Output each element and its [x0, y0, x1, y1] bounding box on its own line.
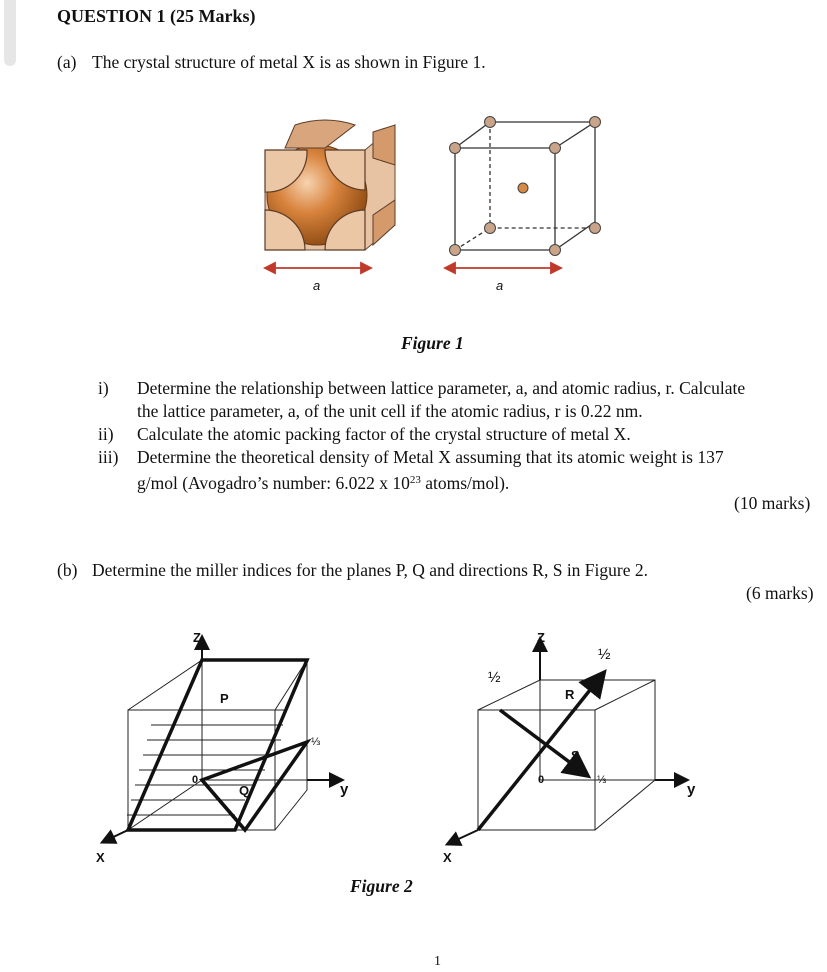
dim-label-right: a — [496, 278, 504, 293]
item-iii-line-2: g/mol (Avogadro’s number: 6.022 x $10^{23}$ atoms/mol). — [137, 473, 510, 493]
body-center-atom — [518, 183, 528, 193]
x-axis — [452, 830, 478, 842]
right-half-left: ½ — [488, 669, 501, 686]
item-ii-number: ii) — [98, 424, 114, 444]
part-a-text: The crystal structure of metal X is as shown in Figure 1. — [92, 52, 486, 72]
right-z-label: Z — [537, 630, 545, 645]
dimension-arrow-right — [445, 263, 561, 273]
corner-atom — [450, 143, 461, 154]
right-origin-label: 0 — [538, 774, 545, 786]
figure-2-right — [440, 630, 700, 870]
right-x-label: X — [443, 850, 452, 865]
dimension-arrow-left — [265, 263, 371, 273]
direction-r — [478, 680, 598, 830]
figure-2-caption: Figure 2 — [350, 876, 413, 896]
left-x-label: X — [96, 850, 105, 865]
left-p-label: P — [220, 691, 229, 706]
exponent: 23 — [409, 474, 421, 486]
item-i-line-2: the lattice parameter, a, of the unit cell if the atomic radius, r is 0.22 nm. — [137, 401, 643, 421]
left-cube — [128, 660, 307, 830]
x-axis — [107, 830, 128, 840]
right-half-top: ½ — [598, 646, 611, 663]
right-s-label: S — [571, 748, 580, 763]
bcc-sphere-model — [265, 120, 395, 250]
item-i-line-1: Determine the relationship between lattice parameter, a, and atomic radius, r. Calculate — [137, 378, 746, 398]
item-iii-line-1: Determine the theoretical density of Metal X assuming that its atomic weight is 137 — [137, 447, 724, 467]
part-b-marks: (6 marks) — [746, 583, 814, 603]
figure-2-left — [85, 630, 365, 870]
plane-p-hatch — [127, 710, 285, 815]
left-origin-label: 0 — [192, 774, 199, 786]
item-ii-line-1: Calculate the atomic packing factor of the crystal structure of metal X. — [137, 424, 631, 444]
part-a-label: (a) — [57, 52, 77, 72]
figure-1 — [255, 110, 615, 295]
right-r-label: R — [565, 687, 575, 702]
page-number: 1 — [434, 954, 441, 969]
left-y-label: y — [340, 781, 349, 798]
plane-p — [128, 660, 307, 830]
item-i-number: i) — [98, 378, 109, 398]
figure-1-caption: Figure 1 — [401, 333, 464, 353]
left-z-label: Z — [193, 630, 201, 645]
left-q-label: Q — [239, 783, 250, 798]
part-b-text: Determine the miller indices for the planes P, Q and directions R, S in Figure 2. — [92, 560, 649, 580]
part-b-label: (b) — [57, 560, 78, 580]
right-third-label: ⅓ — [597, 774, 607, 786]
right-y-label: y — [687, 781, 696, 798]
dim-label-left: a — [313, 278, 321, 293]
item-iii-number: iii) — [98, 447, 119, 467]
part-a-marks: (10 marks) — [734, 493, 811, 513]
scrollbar[interactable] — [4, 0, 16, 66]
question-title: QUESTION 1 (25 Marks) — [57, 6, 256, 26]
left-third-label: ⅓ — [311, 736, 321, 748]
